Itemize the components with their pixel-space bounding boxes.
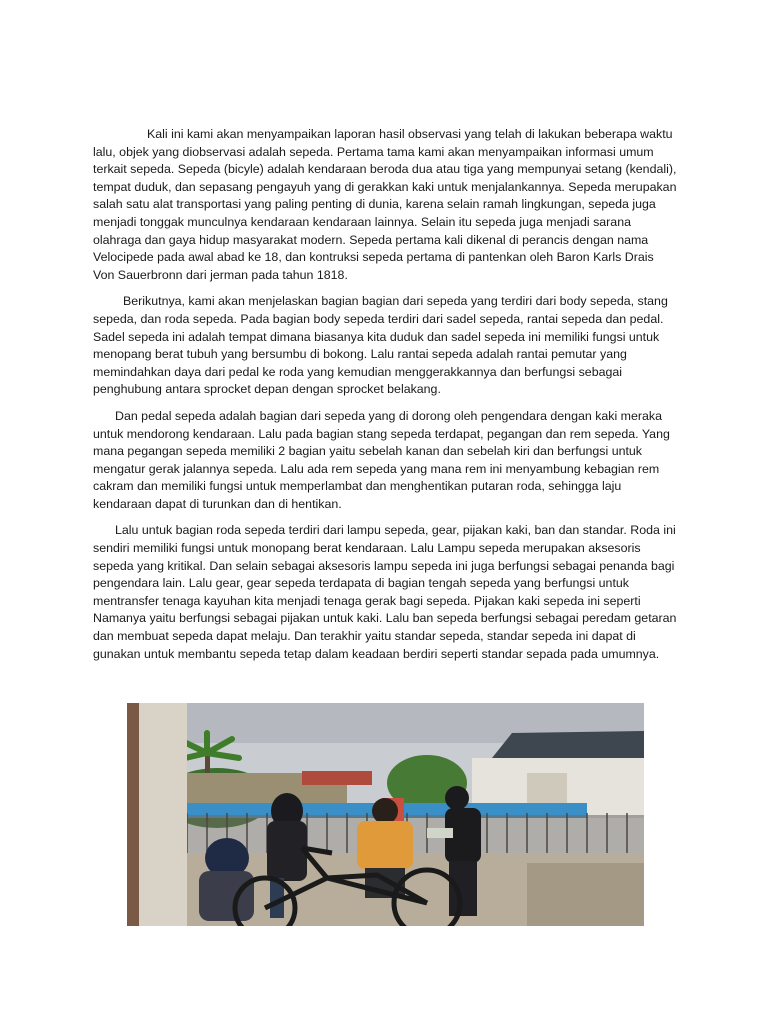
- notebook: [427, 828, 453, 838]
- observation-photo: [127, 703, 644, 926]
- person-orange-head: [372, 798, 398, 824]
- paragraph-body-parts: Berikutnya, kami akan menjelaskan bagian bagian dari sepeda yang terdiri dari body sepeda, stang sepeda, dan roda sepeda. Pada bagian body sepeda terdiri dari sadel sepeda, rantai sepeda dan pedal. Sadel sepeda ini adalah tempat dimana biasanya kita duduk dan sadel sepeda ini memiliki fungsi untuk menopang berat tubuh yang bersumbu di bokong. Lalu rantai sepeda adalah rantai pemutar yang memindahkan daya dari pedal ke roda yang kemudian menggerakkannya dan berfungsi sebagai penghubung antara sprocket depan dengan sprocket belakang.: [93, 294, 668, 397]
- person-seated-body: [199, 871, 254, 921]
- person-right-legs: [449, 861, 477, 916]
- paragraph-intro: Kali ini kami akan menyampaikan laporan hasil observasi yang telah di lakukan beberapa waktu lalu, objek yang diobservasi adalah sepeda. Pertama tama kami akan menyampaikan informasi umum terkait sepeda. Sepeda (bicyle) adalah kendaraan beroda dua atau tiga yang mempunyai setang (kendali), tempat duduk, dan sepasang pengayuh yang di gerakkan kaki untuk menjalankannya. Sepeda merupakan salah satu alat transportasi yang paling penting di dunia, karena selain ramah lingkungan, sepeda juga menjadi tonggak munculnya kendaraan kendaraan lainnya. Selain itu sepeda juga menjadi sarana olahraga dan gaya hidup masyarakat modern. Sepeda pertama kali dikenal di perancis dengan nama Velocipede pada awal abad ke 18, dan kontruksi sepeda pertama di pantenkan oleh Baron Karls Drais Von Sauerbronn dari jerman pada tahun 1818.: [93, 127, 677, 282]
- document-body: [93, 126, 678, 672]
- person-orange-shirt: [357, 821, 413, 869]
- person-right-head: [445, 786, 469, 810]
- paragraph-wheel-parts: Lalu untuk bagian roda sepeda terdiri dari lampu sepeda, gear, pijakan kaki, ban dan standar. Roda ini sendiri memiliki fungsi untuk monopang berat kendaraan. Lalu Lampu sepeda merupakan aksesoris sepeda yang kritikal. Dan selain sebagai aksesoris lampu sepeda ini juga berfungsi sebagai penanda bagi pengendara lain. Lalu gear, gear sepeda terdapata di bagian tengah sepeda yang berfungsi untuk mentransfer tenaga kayuhan kita menjadi tenaga gerak bagi sepeda. Pijakan kaki sepeda ini seperti Namanya yaitu berfungsi sebagai pijakan untuk kaki. Lalu ban sepeda berfungsi sebagai peredam getaran dan membuat sepeda dapat melaju. Dan terakhir yaitu standar sepeda, standar sepeda ini dapat di gunakan untuk membantu sepeda tetap dalam keadaan berdiri seperti standar sepada pada umumnya.: [93, 523, 677, 661]
- roof-red: [302, 771, 372, 785]
- house-roof: [492, 731, 644, 758]
- person-standing-body: [267, 821, 307, 881]
- house-window: [527, 773, 567, 803]
- column-edge: [127, 703, 139, 926]
- paragraph-pedal-handlebar: Dan pedal sepeda adalah bagian dari sepeda yang di dorong oleh pengendara dengan kaki meraka untuk mendorong kendaraan. Lalu pada bagian stang sepeda terdapat, pegangan dan rem sepeda. Yang mana pegangan sepeda memiliki 2 bagian yaitu sebelah kanan dan sebelah kiri dan berfungsi untuk mengatur gerak jalannya sepeda. Lalu ada rem sepeda yang mana rem ini menyambung kebagian rem cakram dan memiliki fungsi untuk memperlambat dan menghentikan putaran roda, sehingga laju kendaraan dapat di turunkan dan di hentikan.: [93, 408, 670, 511]
- ground-shadow: [527, 863, 644, 926]
- observation-photo-illustration: [127, 703, 644, 926]
